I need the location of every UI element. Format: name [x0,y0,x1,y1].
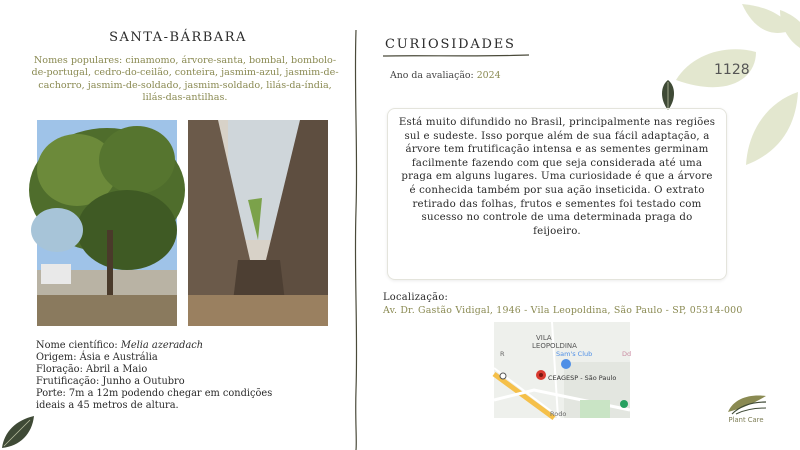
scientific-name-row: Nome científico: Melia azeradach [36,340,204,351]
plant-care-logo-icon [726,392,768,416]
map-label-r: R [500,350,505,358]
tree-trunk-photo [188,120,328,326]
map-label-d: Dd [622,350,632,358]
location-address[interactable]: Av. Dr. Gastão Vidigal, 1946 - Vila Leopoldina, São Paulo - SP, 05314-000 [383,305,743,316]
location-map[interactable] [494,322,630,418]
location-label: Localização: [383,292,449,303]
plant-care-logo-text: Plant Care [728,416,764,424]
origin-row: Origem: Ásia e Austrália [36,352,158,363]
curiosity-text-card: Está muito difundido no Brasil, principalmente nas regiões sul e sudeste. Isso porque além de sua fácil adaptação, a árvore tem frutificação intensa e as sementes germinam facilmente fazendo com que seja considerada até uma praga em alguns lugares. Uma curiosidade é que a árvore é conhecida também por sua ação inseticida. O extrato retirado das folhas, frutos e sementes foi testado com sucesso no controle de uma determinada praga do feijoeiro. [387,108,727,280]
map-label-place: CEAGESP - São Paulo [548,374,617,382]
tree-canopy-photo [37,120,177,326]
record-number: 1128 [714,62,750,78]
map-label-store: Sam's Club [556,350,593,358]
size-row-1: Porte: 7m a 12m podendo chegar em condições [36,388,273,399]
flowering-row: Floração: Abril a Maio [36,364,148,375]
curiosities-title: CURIOSIDADES [385,37,516,52]
map-label-road: Rodo [550,410,567,418]
popular-names: Nomes populares: cinamomo, árvore-santa, bombal, bombolo-de-portugal, cedro-do-ceilão, conteira, jasmim-azul, jasmim-de-cachorro, jasmim-de-soldado, jasmim-soldado, lilás-da-índia, lilás-das-antilhas. [31,55,339,104]
size-row-2: ideais a 45 metros de altura. [36,400,179,411]
evaluation-year: Ano da avaliação: 2024 [390,70,501,81]
title-underline [383,54,529,58]
bottom-left-leaf-icon [0,412,36,450]
map-label-vila: VILA [536,334,552,342]
species-title: SANTA-BÁRBARA [109,30,247,45]
fruiting-row: Frutificação: Junho a Outubro [36,376,185,387]
column-divider [352,30,360,450]
small-dark-leaf-icon [658,78,678,112]
scientific-name: Melia azeradach [120,340,204,351]
map-label-leopoldina: LEOPOLDINA [532,342,577,350]
species-info [36,340,272,412]
